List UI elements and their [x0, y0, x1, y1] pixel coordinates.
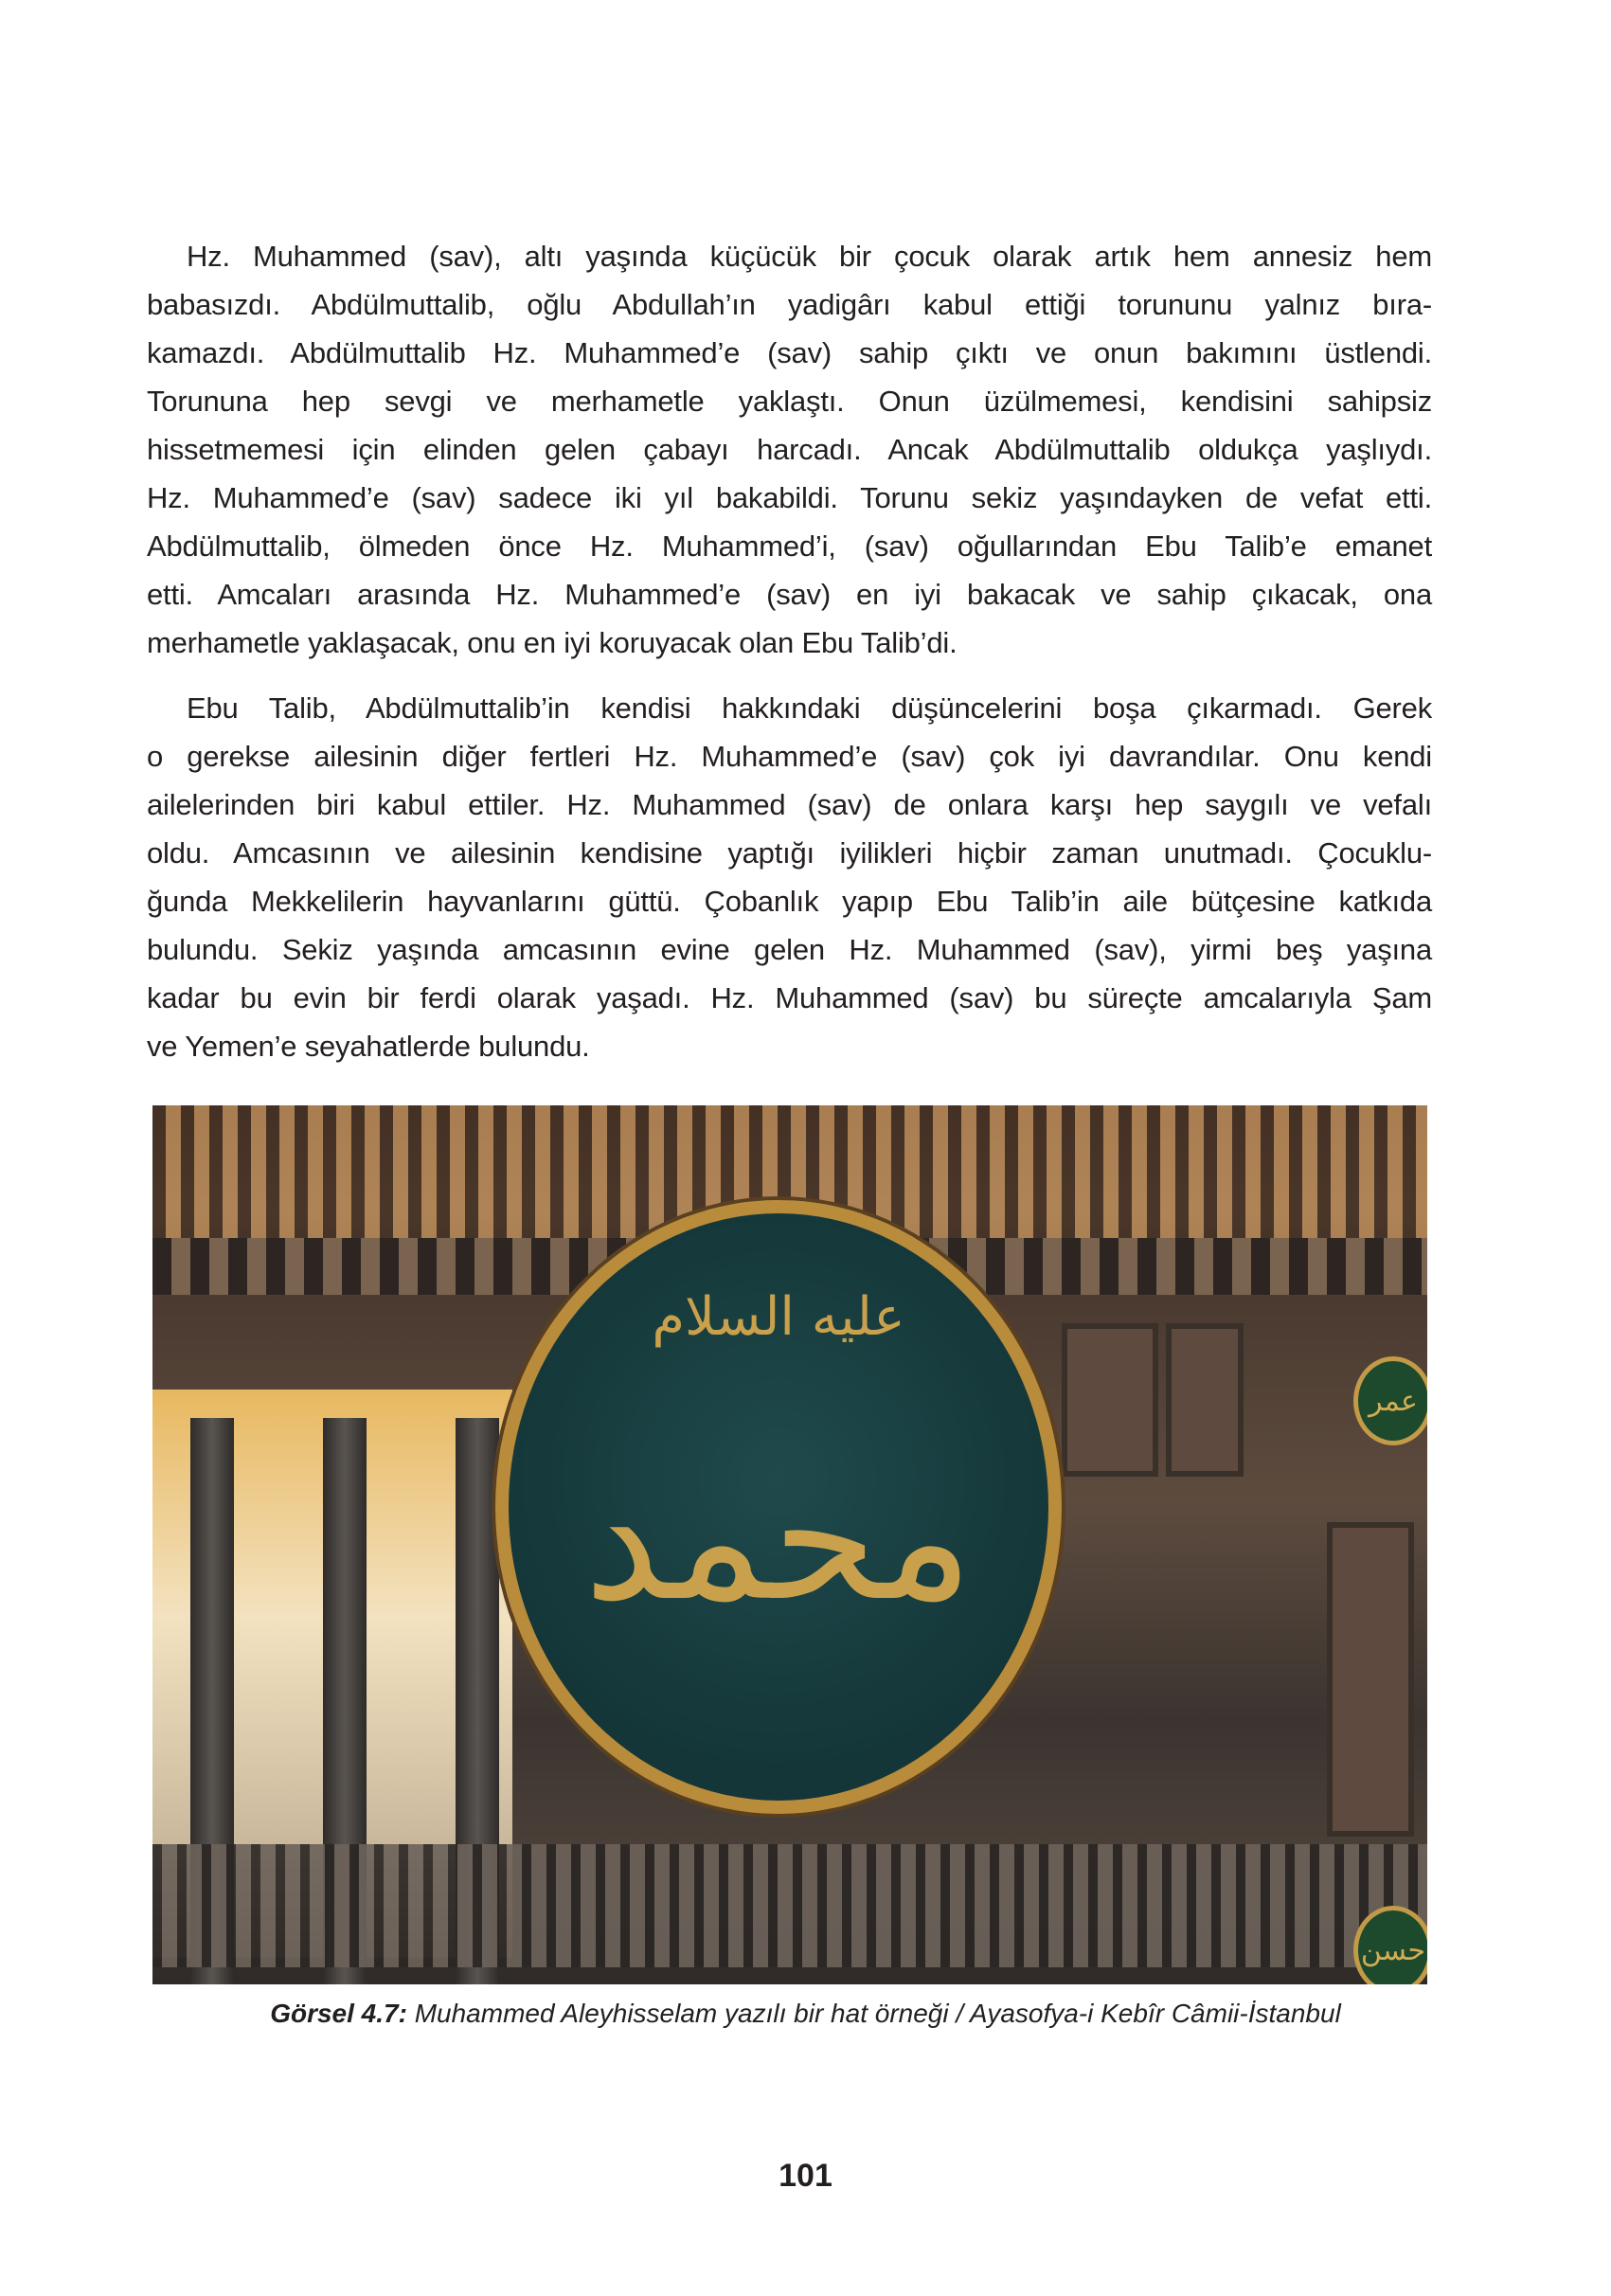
text-line: ve Yemen’e seyahatlerde bulundu.: [147, 1030, 590, 1063]
text-line: kamazdı. Abdülmuttalib Hz. Muhammed’e (sav) sahip çıktı ve onun bakımını üstlendi.: [147, 336, 1432, 369]
text-line: hissetmemesi için elinden gelen çabayı harcadı. Ancak Abdülmuttalib oldukça yaşlıydı.: [147, 433, 1432, 466]
text-line: ailelerinden biri kabul ettiler. Hz. Muhammed (sav) de onlara karşı hep saygılı ve vefalı: [147, 788, 1432, 821]
calligraphy-sub: عليه السلام: [652, 1286, 905, 1348]
calligraphy-roundel: [495, 1200, 1062, 1814]
text-line: Hz. Muhammed’e (sav) sadece iki yıl bakabildi. Torunu sekiz yaşındayken de vefat etti.: [147, 481, 1432, 514]
text-line: oldu. Amcasının ve ailesinin kendisine yaptığı iyilikleri hiçbir zaman unutmadı. Çocuklu-: [147, 836, 1432, 870]
text-line: bulundu. Sekiz yaşında amcasının evine gelen Hz. Muhammed (sav), yirmi beş yaşına: [147, 933, 1432, 966]
text-line: etti. Amcaları arasında Hz. Muhammed’e (sav) en iyi bakacak ve sahip çıkacak, ona: [147, 578, 1432, 611]
text-line: Torununa hep sevgi ve merhametle yaklaştı. Onun üzülmemesi, kendisini sahipsiz: [147, 385, 1432, 418]
text-line: ğunda Mekkelilerin hayvanlarını güttü. Çobanlık yapıp Ebu Talib’in aile bütçesine katkıda: [147, 885, 1432, 918]
marble-panel: [1062, 1323, 1158, 1477]
caption-label: Görsel 4.7:: [270, 1999, 407, 2028]
marble-panel: [1327, 1522, 1414, 1837]
paragraph-2: [147, 684, 1432, 1070]
text-line: o gerekse ailesinin diğer fertleri Hz. Muhammed’e (sav) çok iyi davrandılar. Onu kendi: [147, 740, 1432, 773]
text-line: Hz. Muhammed (sav), altı yaşında küçücük bir çocuk olarak artık hem annesiz hem: [187, 240, 1432, 273]
small-roundel: حسن: [1353, 1906, 1427, 1984]
hagia-sophia-photo: [152, 1105, 1427, 1984]
marble-panel: [1166, 1323, 1244, 1477]
balustrade: [152, 1844, 1427, 1967]
small-roundel: عمر: [1353, 1356, 1427, 1445]
paragraph-1: [147, 232, 1432, 667]
caption-text: Muhammed Aleyhisselam yazılı bir hat örneği / Ayasofya-i Kebîr Câmii-İstanbul: [406, 1999, 1341, 2028]
page-number: 101: [779, 2158, 832, 2194]
calligraphy-main: محمد: [583, 1441, 974, 1639]
text-line: babasızdı. Abdülmuttalib, oğlu Abdullah’ın yadigârı kabul ettiği torununu yalnız bıra-: [147, 288, 1432, 321]
text-line: Abdülmuttalib, ölmeden önce Hz. Muhammed’i, (sav) oğullarından Ebu Talib’e emanet: [147, 529, 1432, 563]
text-line: merhametle yaklaşacak, onu en iyi koruyacak olan Ebu Talib’di.: [147, 626, 958, 659]
text-line: kadar bu evin bir ferdi olarak yaşadı. Hz. Muhammed (sav) bu süreçte amcalarıyla Şam: [147, 981, 1432, 1014]
text-line: Ebu Talib, Abdülmuttalib’in kendisi hakkındaki düşüncelerini boşa çıkarmadı. Gerek: [187, 691, 1432, 725]
figure-caption: [0, 1999, 1611, 2029]
